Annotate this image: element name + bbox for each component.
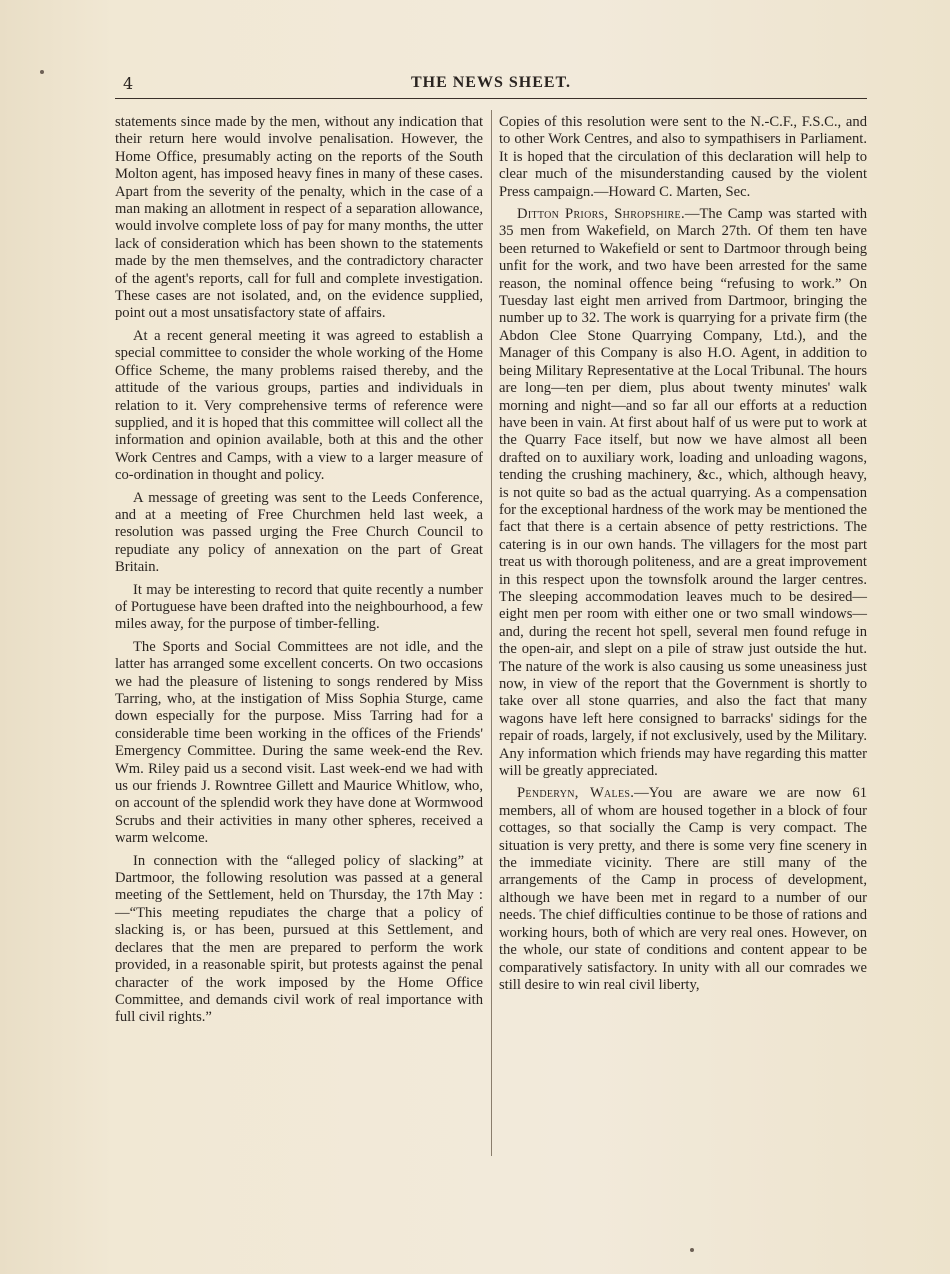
header-rule (115, 98, 867, 99)
running-title: THE NEWS SHEET. (410, 74, 572, 91)
left-column (115, 114, 483, 1032)
paragraph-penderyn (499, 785, 867, 994)
section-heading-penderyn: Penderyn, Wales. (517, 785, 635, 802)
page-header (115, 74, 867, 98)
paragraph-continued-statements: statements since made by the men, without any indication that their return here would involve penalisation. However, the Home Office, presumably acting on the reports of the South Molton agent, has imposed heavy fines in many of these cases. Apart from the severity of the penalty, which in the case of a man making an allotment in respect of a separation allowance, would involve complete loss of pay for many months, the utter lack of consideration which has been shown to the statements made by the men themselves, and the contradictory character of the agent's reports, call for full and complete investigation. These cases are not isolated, and, on the evidence supplied, point out a most unsatisfactory state of affairs. (115, 114, 483, 322)
paragraph-sports-social: The Sports and Social Committees are not idle, and the latter has arranged some excellent concerts. On two occasions we had the pleasure of listening to songs rendered by Miss Tarring, who, at the instigation of Miss Sophia Sturge, came down especially for the purpose. Miss Tarring had for a considerable time been working in the offices of the Friends' Emergency Committee. During the same week-end the Rev. Wm. Riley paid us a second visit. Last week-end we had with us our friends J. Rowntree Gillett and Maurice Whitlow, who, on account of the splendid work they have done at Wormwood Scrubs and their activities in many other spheres, received a warm welcome. (115, 638, 483, 847)
paragraph-leeds-conference: A message of greeting was sent to the Leeds Conference, and at a meeting of Free Churchmen held last week, a resolution was passed urging the Free Church Council to repudiate any policy of annexation on the part of Great Britain. (115, 489, 483, 576)
right-column (499, 114, 867, 999)
section-heading-ditton-priors: Ditton Priors, Shropshire. (517, 206, 685, 223)
paper-speck (690, 1248, 694, 1252)
paper-speck (40, 70, 44, 74)
paragraph-resolution-copies: Copies of this resolution were sent to the N.-C.F., F.S.C., and to other Work Centres, and also to sympathisers in Parliament. It is hoped that the circulation of this declaration will help to clear much of the misunderstanding caused by the violent Press campaign.—Howard C. Marten, Sec. (499, 114, 867, 200)
paragraph-dartmoor-resolution: In connection with the “alleged policy of slacking” at Dartmoor, the following resolution was passed at a general meeting of the Settlement, held on Thursday, the 17th May :—“This meeting repudiates the charge that a policy of slacking is, or has been, pursued at this Settlement, and declares that the men are prepared to perform the work provided, in a reasonable spirit, but protests against the penal character of the work imposed by the Home Office Committee, and demands civil work of real importance with full civil rights.” (115, 852, 483, 1026)
page-number: 4 (123, 74, 134, 93)
column-divider (491, 110, 492, 1156)
paragraph-ditton-priors (499, 206, 867, 780)
paragraph-portuguese-timber: It may be interesting to record that quite recently a number of Portuguese have been drafted into the neighbourhood, a few miles away, for the purpose of timber-felling. (115, 581, 483, 633)
penderyn-body: —You are aware we are now 61 members, all of whom are housed together in a block of four cottages, so that socially the Camp is very compact. The situation is very pretty, and there is some very fine scenery in the immediate vicinity. There are still many of the arrangements of the Camp in process of development, although we have been met in regard to a number of our needs. The chief difficulties continue to be those of rations and working hours, both of which are very real ones. However, on the whole, our state of conditions and content appear to be comparatively satisfactory. In unity with all our comrades we still desire to win real civil liberty, (499, 785, 867, 993)
ditton-priors-body: —The Camp was started with 35 men from Wakefield, on March 27th. Of them ten have been returned to Wakefield or sent to Dartmoor through being unfit for the work, and two have been arrested for the same reason, the nominal offence being “refusing to work.” On Tuesday last eight men arrived from Dartmoor, bringing the number up to 32. The work is quarrying for a private firm (the Abdon Clee Stone Quarrying Company, Ltd.), and the Manager of this Company is also H.O. Agent, in addition to being Military Representative at the Local Tribunal. The hours are long—ten per diem, plus about twenty minutes' walk morning and night—and so far all our efforts at a reduction have been in vain. At first about half of us were put to work at the Quarry Face itself, but now we have almost all been drafted on to auxiliary work, loading and unloading wagons, tending the crushing machinery, &c., which, although heavy, is not quite so bad as the actual quarrying. As a compensation for the exceptional hardness of the work may be mentioned the fact that there is a certain absence of petty restrictions. The catering is in our own hands. The villagers for the most part treat us with thorough politeness, and are a great improvement in this respect upon the townsfolk around the larger centres. The sleeping accommodation leaves much to be desired—eight men per room with either one or two small windows—and, during the recent hot spell, several men found refuge in the open-air, and slept on a pile of straw just outside the hut. The nature of the work is also causing us some uneasiness just now, in view of the report that the Government is shortly to take over all stone quarries, and also the fact that many wagons have left here consigned to barracks' sidings for the repair of roads, largely, if not exclusively, used by the Military. Any information which friends may have regarding this matter will be greatly appreciated. (499, 206, 867, 780)
paragraph-special-committee: At a recent general meeting it was agreed to establish a special committee to consider the whole working of the Home Office Scheme, the many problems raised thereby, and the attitude of the various groups, parties and individuals in relation to it. Very comprehensive terms of reference were supplied, and it is hoped that this committee will collect all the information and opinion available, both at this and the other Work Centres and Camps, with a view to a larger measure of co-ordination in thought and policy. (115, 327, 483, 484)
